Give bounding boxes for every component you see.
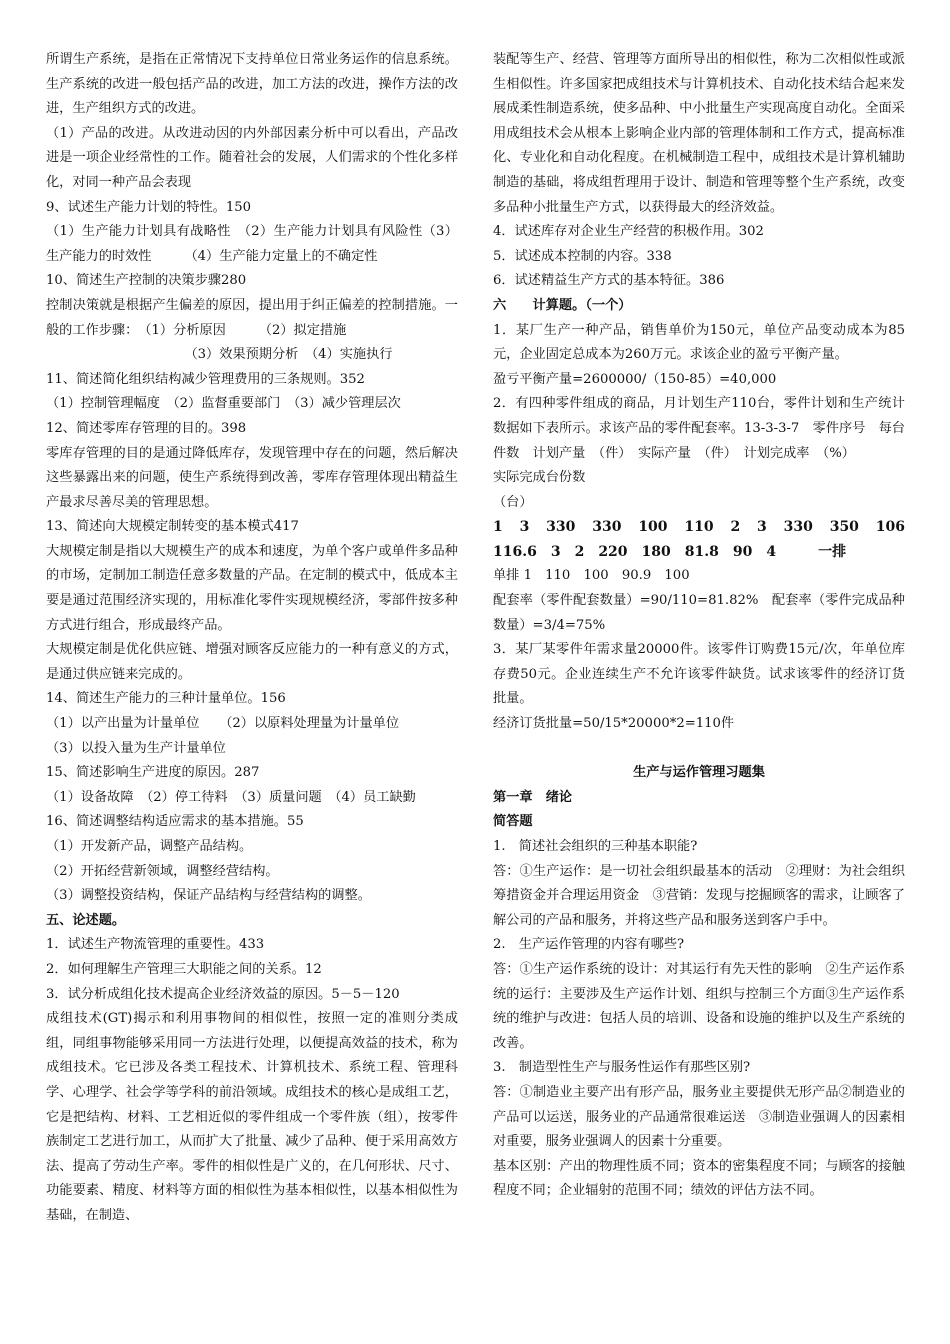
paragraph: 2. 生产运作管理的内容有哪些? bbox=[493, 937, 685, 953]
paragraph: 4．试述库存对企业生产经营的积极作用。302 bbox=[493, 224, 764, 240]
paragraph: 1．试述生产物流管理的重要性。433 bbox=[46, 937, 265, 953]
paragraph: 配套率（零件配套数量）=90/110=81.82% 配套率（零件完成品种数量）=3/4=75% bbox=[493, 593, 905, 633]
heading: 第一章 绪论 bbox=[493, 789, 573, 805]
paragraph: （1）以产出量为计量单位 （2）以原料处理量为计量单位 bbox=[46, 716, 400, 732]
paragraph: 11、简述简化组织结构减少管理费用的三条规则。352 bbox=[46, 371, 365, 387]
heading: 六 计算题。（一个） bbox=[493, 297, 632, 313]
paragraph: 经济订货批量=50/15*20000*2=110件 bbox=[493, 716, 735, 732]
paragraph: （1）控制管理幅度 （2）监督重要部门 （3）减少管理层次 bbox=[46, 396, 401, 412]
paragraph: 3．试分析成组化技术提高企业经济效益的原因。5－5－120 bbox=[46, 986, 400, 1002]
paragraph: 3．某厂某零件年需求量20000件。该零件订购费15元/次，年单位库存费50元。企业连续生产不允许该零件缺货。试求该零件的经济订货批量。 bbox=[493, 642, 905, 707]
paragraph: 所谓生产系统，是指在正常情况下支持单位日常业务运作的信息系统。生产系统的改进一般包括产品的改进，加工方法的改进，操作方法的改进，生产组织方式的改进。 bbox=[46, 52, 458, 117]
paragraph: 答：①制造业主要产出有形产品，服务业主要提供无形产品②制造业的产品可以运送，服务业的产品通常很难运送 ③制造业强调人的因素相对重要，服务业强调人的因素十分重要。 bbox=[493, 1084, 905, 1150]
paragraph: 控制决策就是根据产生偏差的原因，提出用于纠正偏差的控制措施。一般的工作步骤： （1）分析原因 （2）拟定措施 bbox=[46, 297, 458, 338]
spacer bbox=[493, 737, 905, 762]
paragraph: 9、试述生产能力计划的特性。150 bbox=[46, 199, 251, 215]
paragraph: 大规模定制是指以大规模生产的成本和速度，为单个客户或单件多品种的市场，定制加工制造任意多数量的产品。在定制的模式中，低成本主要是通过范围经济实现的，用标准化零件实现规模经济，零部件按多种方式进行组合，形成最终产品。 bbox=[46, 543, 458, 633]
paragraph: 13、简述向大规模定制转变的基本模式417 bbox=[46, 519, 299, 535]
paragraph: 零库存管理的目的是通过降低库存，发现管理中存在的问题，然后解决这些暴露出来的问题，使生产系统得到改善，零库存管理体现出精益生产最求尽善尽美的管理思想。 bbox=[46, 445, 458, 510]
paragraph: 16、简述调整结构适应需求的基本措施。55 bbox=[46, 814, 304, 830]
paragraph: 大规模定制是优化供应链、增强对顾客反应能力的一种有意义的方式，是通过供应链来完成的。 bbox=[46, 642, 458, 682]
paragraph: 5．试述成本控制的内容。338 bbox=[493, 248, 672, 264]
paragraph: 14、简述生产能力的三种计量单位。156 bbox=[46, 691, 286, 707]
right-column bbox=[493, 48, 919, 1204]
paragraph: 12、简述零库存管理的目的。398 bbox=[46, 420, 247, 436]
left-column bbox=[46, 48, 458, 1229]
paragraph: 10、简述生产控制的决策步骤280 bbox=[46, 273, 247, 289]
heading: 五、论述题。 bbox=[46, 912, 126, 928]
paragraph: 装配等生产、经营、管理等方面所导出的相似性，称为二次相似性或派生相似性。许多国家把成组技术与计算机技术、自动化技术结合起来发展成柔性制造系统，使多品种、中小批量生产实现高度自动化。全面采用成组技术会从根本上影响企业内部的管理体制和工作方式，提高标准化、专业化和自动化程度。在机械制造工程中，成组技术是计算机辅助制造的基础，将成组哲理用于设计、制造和管理等整个生产系统，改变多品种小批量生产方式，以获得最大的经济效益。 bbox=[493, 52, 905, 215]
paragraph: （2）开拓经营新领域，调整经营结构。 bbox=[46, 863, 279, 879]
paragraph: 答：①生产运作：是一切社会组织最基本的活动 ②理财：为社会组织筹措资金并合理运用资金 ③营销：发现与挖掘顾客的需求，让顾客了解公司的产品和服务，并将这些产品和服务送到客户手中。 bbox=[493, 863, 905, 928]
paragraph: 2．有四种零件组成的商品，月计划生产110台，零件计划和生产统计数据如下表所示。求该产品的零件配套率。13-3-3-7 零件序号 每台 件数 计划产量 （件） 实际产量 （件） 计划完成率 （%） bbox=[493, 396, 919, 461]
paragraph: 实际完成台份数 bbox=[493, 470, 586, 486]
paragraph: 2．如何理解生产管理三大职能之间的关系。12 bbox=[46, 961, 322, 977]
section-title: 生产与运作管理习题集 bbox=[633, 765, 765, 781]
heading: 1 3 330 330 100 110 2 3 330 350 106 116.6 3 2 220 180 81.8 90 4 一排 bbox=[493, 519, 919, 560]
paragraph: （1）开发新产品，调整产品结构。 bbox=[46, 839, 253, 854]
paragraph: 盈亏平衡产量=2600000/（150-85）=40,000 bbox=[493, 371, 777, 387]
paragraph: 基本区别：产出的物理性质不同；资本的密集程度不同；与顾客的接触程度不同；企业辐射的范围不同；绩效的评估方法不同。 bbox=[493, 1158, 905, 1199]
paragraph: （1）生产能力计划具有战略性 （2）生产能力计划具有风险性（3）生产能力的时效性 （4）生产能力定量上的不确定性 bbox=[46, 224, 458, 264]
paragraph: （3）效果预期分析 （4）实施执行 bbox=[46, 347, 393, 363]
paragraph: 1．某厂生产一种产品，销售单价为150元，单位产品变动成本为85元，企业固定总成本为260万元。求该企业的盈亏平衡产量。 bbox=[493, 322, 905, 363]
paragraph: 6．试述精益生产方式的基本特征。386 bbox=[493, 273, 725, 289]
paragraph: 1. 简述社会组织的三种基本职能? bbox=[493, 839, 698, 854]
paragraph: （1）产品的改进。从改进动因的内外部因素分析中可以看出，产品改进是一项企业经常性的工作。随着社会的发展，人们需求的个性化多样化，对同一种产品会表现 bbox=[46, 125, 458, 190]
paragraph: （3）以投入量为生产计量单位 bbox=[46, 740, 226, 756]
paragraph: （1）设备故障 （2）停工待料 （3）质量问题 （4）员工缺勤 bbox=[46, 789, 416, 805]
paragraph: 成组技术(GT)揭示和利用事物间的相似性，按照一定的准则分类成组，同组事物能够采用同一方法进行处理，以便提高效益的技术，称为成组技术。它已涉及各类工程技术、计算机技术、系统工程、管理科学、心理学、社会学等学科的前沿领域。成组技术的核心是成组工艺，它是把结构、材料、工艺相近似的零件组成一个零件族（组），按零件族制定工艺进行加工，从而扩大了批量、减少了品种、便于采用高效方法、提高了劳动生产率。零件的相似性是广义的，在几何形状、尺寸、功能要素、精度、材料等方面的相似性为基本相似性，以基本相似性为基础，在制造、 bbox=[46, 1011, 458, 1223]
paragraph: 答：①生产运作系统的设计：对其运行有先天性的影响 ②生产运作系统的运行：主要涉及生产运作计划、组织与控制三个方面③生产运作系统的维护与改进：包括人员的培训、设备和设施的维护以及生产系统的改善。 bbox=[493, 961, 905, 1051]
paragraph: （3）调整投资结构，保证产品结构与经营结构的调整。 bbox=[46, 888, 371, 904]
paragraph: 15、简述影响生产进度的原因。287 bbox=[46, 765, 260, 781]
heading: 简答题 bbox=[493, 814, 533, 830]
paragraph: （台） bbox=[493, 494, 533, 510]
paragraph: 3. 制造型性生产与服务性运作有那些区别? bbox=[493, 1060, 751, 1076]
paragraph: 单排 1 110 100 90.9 100 bbox=[493, 568, 690, 584]
